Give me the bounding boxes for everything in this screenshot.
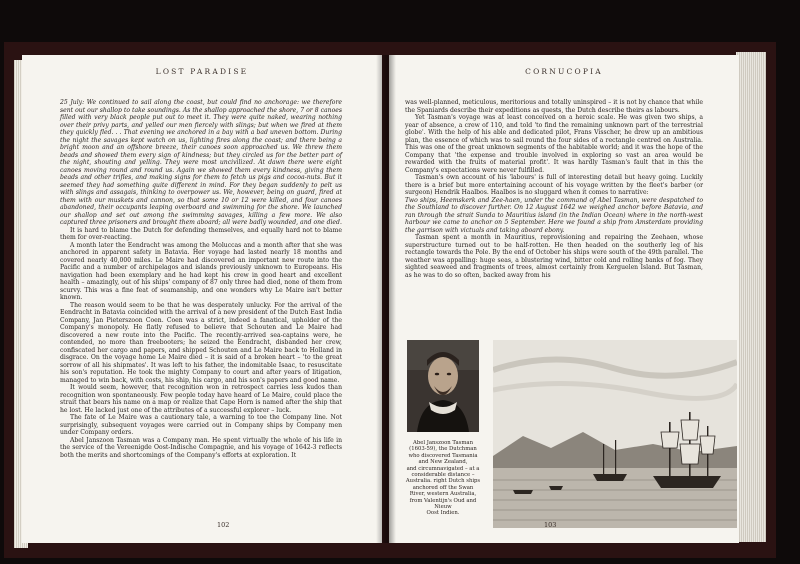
body-paragraph: 25 July: We continued to sail along the coast, but could find no anchorage: we therefore sent out our shallop to take soundings. As the shallop approached the shore, 7 or 8 canoes filled with very black people put out to meet it. They were quite naked, wearing nothing over their privy parts, and yelled our men fiercely with slings; but when we fired at them they quickly fled. . . That evening we anchored in a bay with a bad uneven bottom. During the night the savages kept watch on us, lighting fires along the coast; and there being a bright moon and an offshore breeze, their canoes soon approached us. We threw them beads and showed them every sign of kindness; but they circled us for the better part of the night, shouting and yelling. They were most uncivilized. At dawn there were eight canoes moving round and round us. Again we showed them every kindness, giving them beads and other trifles, and making signs for them to fetch us pigs and cocoa-nuts. But it seemed they had something quite different in mind. For they began suddenly to pelt us with slings and assagais, thinking to overpower us. We, however, being on guard, fired at them with our muskets and cannon, so that some 10 or 12 were killed, and four canoes abandoned, their occupants leaping overboard and swimming for the shore. We launched our shallop and set out among the swimming savages, killing a few more. We also captured three prisoners and brought them aboard; all were badly wounded, and one died. (60, 99, 342, 226)
right-running-head: CORNUCOPIA (525, 67, 603, 76)
caption-line: from Valentijn's Oud and Nieuw (409, 497, 477, 511)
right-text-block (405, 99, 703, 279)
caption-line: and New Zealand, (418, 459, 468, 466)
left-page (22, 55, 382, 543)
body-paragraph: It would seem, however, that recognition won in retrospect carries less kudos than recognition won spontaneously. Few people today have heard of Le Maire, could place the strait that bears his name on a map or realize that Cape Horn is named after the ship that he lost. He lacked just one of the attributes of a successful explorer – luck. (60, 384, 342, 414)
right-page (389, 55, 739, 543)
body-paragraph: Tasman's own account of his 'labours' is full of interesting detail but heavy going. Luckily there is a brief but more entertaining account of his voyage written by the fleet's barber (or surgeon) Hendrik Haalbos. Haalbos is no sluggard when it comes to narrative: (405, 174, 703, 196)
left-running-head: LOST PARADISE (155, 67, 249, 76)
body-paragraph: It is hard to blame the Dutch for defending themselves, and equally hard not to blame them for over-reacting. (60, 226, 342, 241)
caption-line: River, western Australia, (409, 491, 477, 498)
right-page-number: 103 (544, 521, 557, 529)
body-paragraph: was well-planned, meticulous, meritorious and totally uninspired – it is not by chance that while the Spaniards describe their expeditions as quests, the Dutch describe theirs as labours. (405, 99, 703, 114)
right-page-stack (736, 52, 766, 542)
body-paragraph: The fate of Le Maire was a cautionary tale, a warning to toe the Company line. Not surprisingly, subsequent voyages were carried out in Company ships by Company men under Company orders. (60, 414, 342, 436)
figure-caption (401, 440, 485, 517)
left-page-number: 102 (217, 521, 230, 529)
caption-line: and circumnavigated – at a (406, 465, 480, 472)
body-paragraph: The reason would seem to be that he was desperately unlucky. For the arrival of the Eendracht in Batavia coincided with the arrival of a new president of the Dutch East India Company, Jan Pieterszoon Coen. Coen was a strict, indeed a fanatical, upholder of the Company's monopoly. He flatly refused to believe that Schouten and Le Maire had discovered a new route into the Pacific. The recently-arrived sea-captains were, he contended, no more than freebooters; he seized the Eendracht, disbanded her crew, confiscated her cargo and papers, and shipped Schouten and Le Maire back to Holland in disgrace. On the voyage home Le Maire died – it is said of a broken heart – 'to the great sorrow of all his shipmates'. It was left to his father, the indomitable Isaac, to resuscitate his son's reputation. He took the mighty Company to court and after years of litigation, managed to win back, with costs, his ship, his cargo, and his son's papers and good name. (60, 301, 342, 384)
caption-line: Abel Janszoon Tasman (413, 440, 473, 446)
seascape-illustration (493, 340, 737, 528)
book-gutter (376, 55, 396, 543)
caption-line: Australia. right Dutch ships (405, 478, 481, 485)
body-paragraph: Tasman spent a month in Mauritius, reprovisioning and repairing the Zeehaen, whose superstructure turned out to be half-rotten. He then headed on the southerly leg of his rectangle towards the Pole. By the end of October his ships were south of the 49th parallel. The weather was appalling: huge seas, a blustering wind, bitter cold and rolling banks of fog. They sighted seaweed and fragments of trees, almost certainly from Kerguelen Island. But Tasman, as he was to do so often, backed away from his (405, 234, 703, 279)
dutch-ships-engraving (493, 340, 737, 528)
body-paragraph: Yet Tasman's voyage was at least conceived on a heroic scale. He was given two ships, a year of absence, a crew of 110, and told 'to find the remaining unknown part of the terrestrial globe'. With the help of his able and dedicated pilot, Frans Visscher, he drew up an ambitious plan, the essence of which was to sail round the four sides of a rectangle centred on Australia. This was one of the great unknown segments of the habitable world; and it was the hope of the Company that 'the expense and trouble involved in exploring so vast an area would be rewarded with the fruits of material profit'. It was hardly Tasman's fault that in this the Company's expectations were never fulfilled. (405, 114, 703, 174)
caption-line: considerable distance – (411, 472, 475, 479)
body-paragraph: Abel Janszoon Tasman was a Company man. He spent virtually the whole of his life in the service of the Vereenigde Oost-Indische Compagnie, and his voyage of 1642-3 reflects both the merits and shortcomings of the Company's efforts at exploration. It (60, 436, 342, 459)
caption-line: anchored off the Swan (412, 484, 474, 491)
portrait-illustration (407, 340, 479, 432)
caption-line: Oost Indien. (426, 510, 460, 517)
caption-line: who discovered Tasmania (408, 452, 478, 459)
left-text-block (60, 99, 342, 459)
body-paragraph: A month later the Eendracht was among the Moluccas and a month after that she was anchored in apparent safety in Batavia. Her voyage had lasted nearly 18 months and covered nearly 40,000 miles. Le Maire had discovered an important new route into the Pacific and a number of archipelagos and islands previously unknown to Europeans. His navigation had been exemplary and he had kept his crew in good heart and excellent health – amazingly, out of his ships' company of 87 only three had died, none of them from scurvy. This was a fine feat of seamanship, and one wonders why Le Maire isn't better known. (60, 241, 342, 301)
caption-line: (1603-59), the Dutchman (409, 446, 477, 453)
block-quote: Two ships, Heemskerk and Zee-haen, under the command of Abel Tasman, were despatched to the Southland to discover further. On 12 August 1642 we weighed anchor before Batavia, and ran through the strait Sunda to Mauritius island (in the Indian Ocean) where in the north-west harbour we came to anchor on 5 September. Here we found a ship from Amsterdam providing the garrison with victuals and taking aboard ebony. (405, 196, 703, 234)
tasman-portrait (407, 340, 479, 432)
